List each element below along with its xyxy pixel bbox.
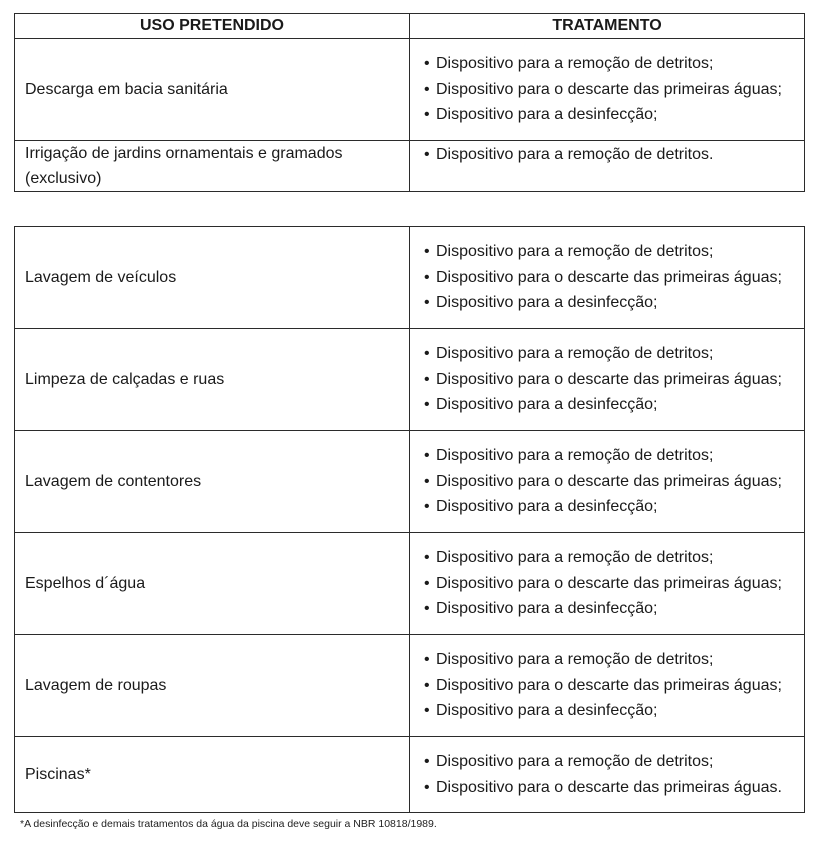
table-row [15, 141, 805, 192]
footnote: *A desinfecção e demais tratamentos da água da piscina deve seguir a NBR 10818/1989. [20, 818, 437, 830]
treatment-cell [410, 227, 805, 329]
treatment-item: • Dispositivo para a remoção de detritos; [424, 239, 796, 265]
treatment-item: • Dispositivo para a remoção de detritos; [424, 647, 796, 673]
use-cell: Irrigação de jardins ornamentais e gramados (exclusivo) [15, 141, 410, 192]
treatment-item: • Dispositivo para a desinfecção; [424, 392, 796, 418]
table-row [15, 431, 805, 533]
treatment-item: • Dispositivo para o descarte das primeiras águas; [424, 673, 796, 699]
treatment-table-primary [14, 13, 805, 192]
treatment-item: • Dispositivo para a desinfecção; [424, 698, 796, 724]
use-cell: Descarga em bacia sanitária [15, 39, 410, 141]
treatment-cell [410, 635, 805, 737]
treatment-item: • Dispositivo para o descarte das primeiras águas; [424, 77, 796, 103]
treatment-item: • Dispositivo para o descarte das primeiras águas; [424, 367, 796, 393]
table-row [15, 329, 805, 431]
treatment-item: • Dispositivo para o descarte das primeiras águas; [424, 265, 796, 291]
treatment-item: • Dispositivo para a remoção de detritos; [424, 51, 796, 77]
treatment-item: • Dispositivo para o descarte das primeiras águas; [424, 469, 796, 495]
treatment-item: • Dispositivo para a desinfecção; [424, 102, 796, 128]
table-row [15, 39, 805, 141]
table-row [15, 737, 805, 813]
use-cell: Lavagem de veículos [15, 227, 410, 329]
use-cell: Espelhos d´água [15, 533, 410, 635]
treatment-item: • Dispositivo para a remoção de detritos; [424, 341, 796, 367]
use-cell: Limpeza de calçadas e ruas [15, 329, 410, 431]
table-row [15, 533, 805, 635]
treatment-cell [410, 329, 805, 431]
treatment-item: • Dispositivo para a remoção de detritos. [424, 142, 796, 168]
use-cell: Piscinas* [15, 737, 410, 813]
treatment-item: • Dispositivo para o descarte das primeiras águas; [424, 571, 796, 597]
treatment-table-secondary [14, 226, 805, 813]
treatment-cell [410, 533, 805, 635]
table-row [15, 227, 805, 329]
treatment-item: • Dispositivo para a remoção de detritos; [424, 749, 796, 775]
table-row [15, 635, 805, 737]
treatment-item: • Dispositivo para a desinfecção; [424, 494, 796, 520]
header-uso-pretendido: USO PRETENDIDO [15, 14, 410, 39]
header-tratamento: TRATAMENTO [410, 14, 805, 39]
treatment-cell [410, 431, 805, 533]
treatment-cell [410, 141, 805, 192]
treatment-item: • Dispositivo para a desinfecção; [424, 290, 796, 316]
treatment-item: • Dispositivo para a remoção de detritos; [424, 545, 796, 571]
table-header-row [15, 14, 805, 39]
use-cell: Lavagem de roupas [15, 635, 410, 737]
use-cell: Lavagem de contentores [15, 431, 410, 533]
treatment-cell [410, 39, 805, 141]
treatment-cell [410, 737, 805, 813]
treatment-item: • Dispositivo para a remoção de detritos; [424, 443, 796, 469]
treatment-item: • Dispositivo para a desinfecção; [424, 596, 796, 622]
treatment-item: • Dispositivo para o descarte das primeiras águas. [424, 775, 796, 801]
